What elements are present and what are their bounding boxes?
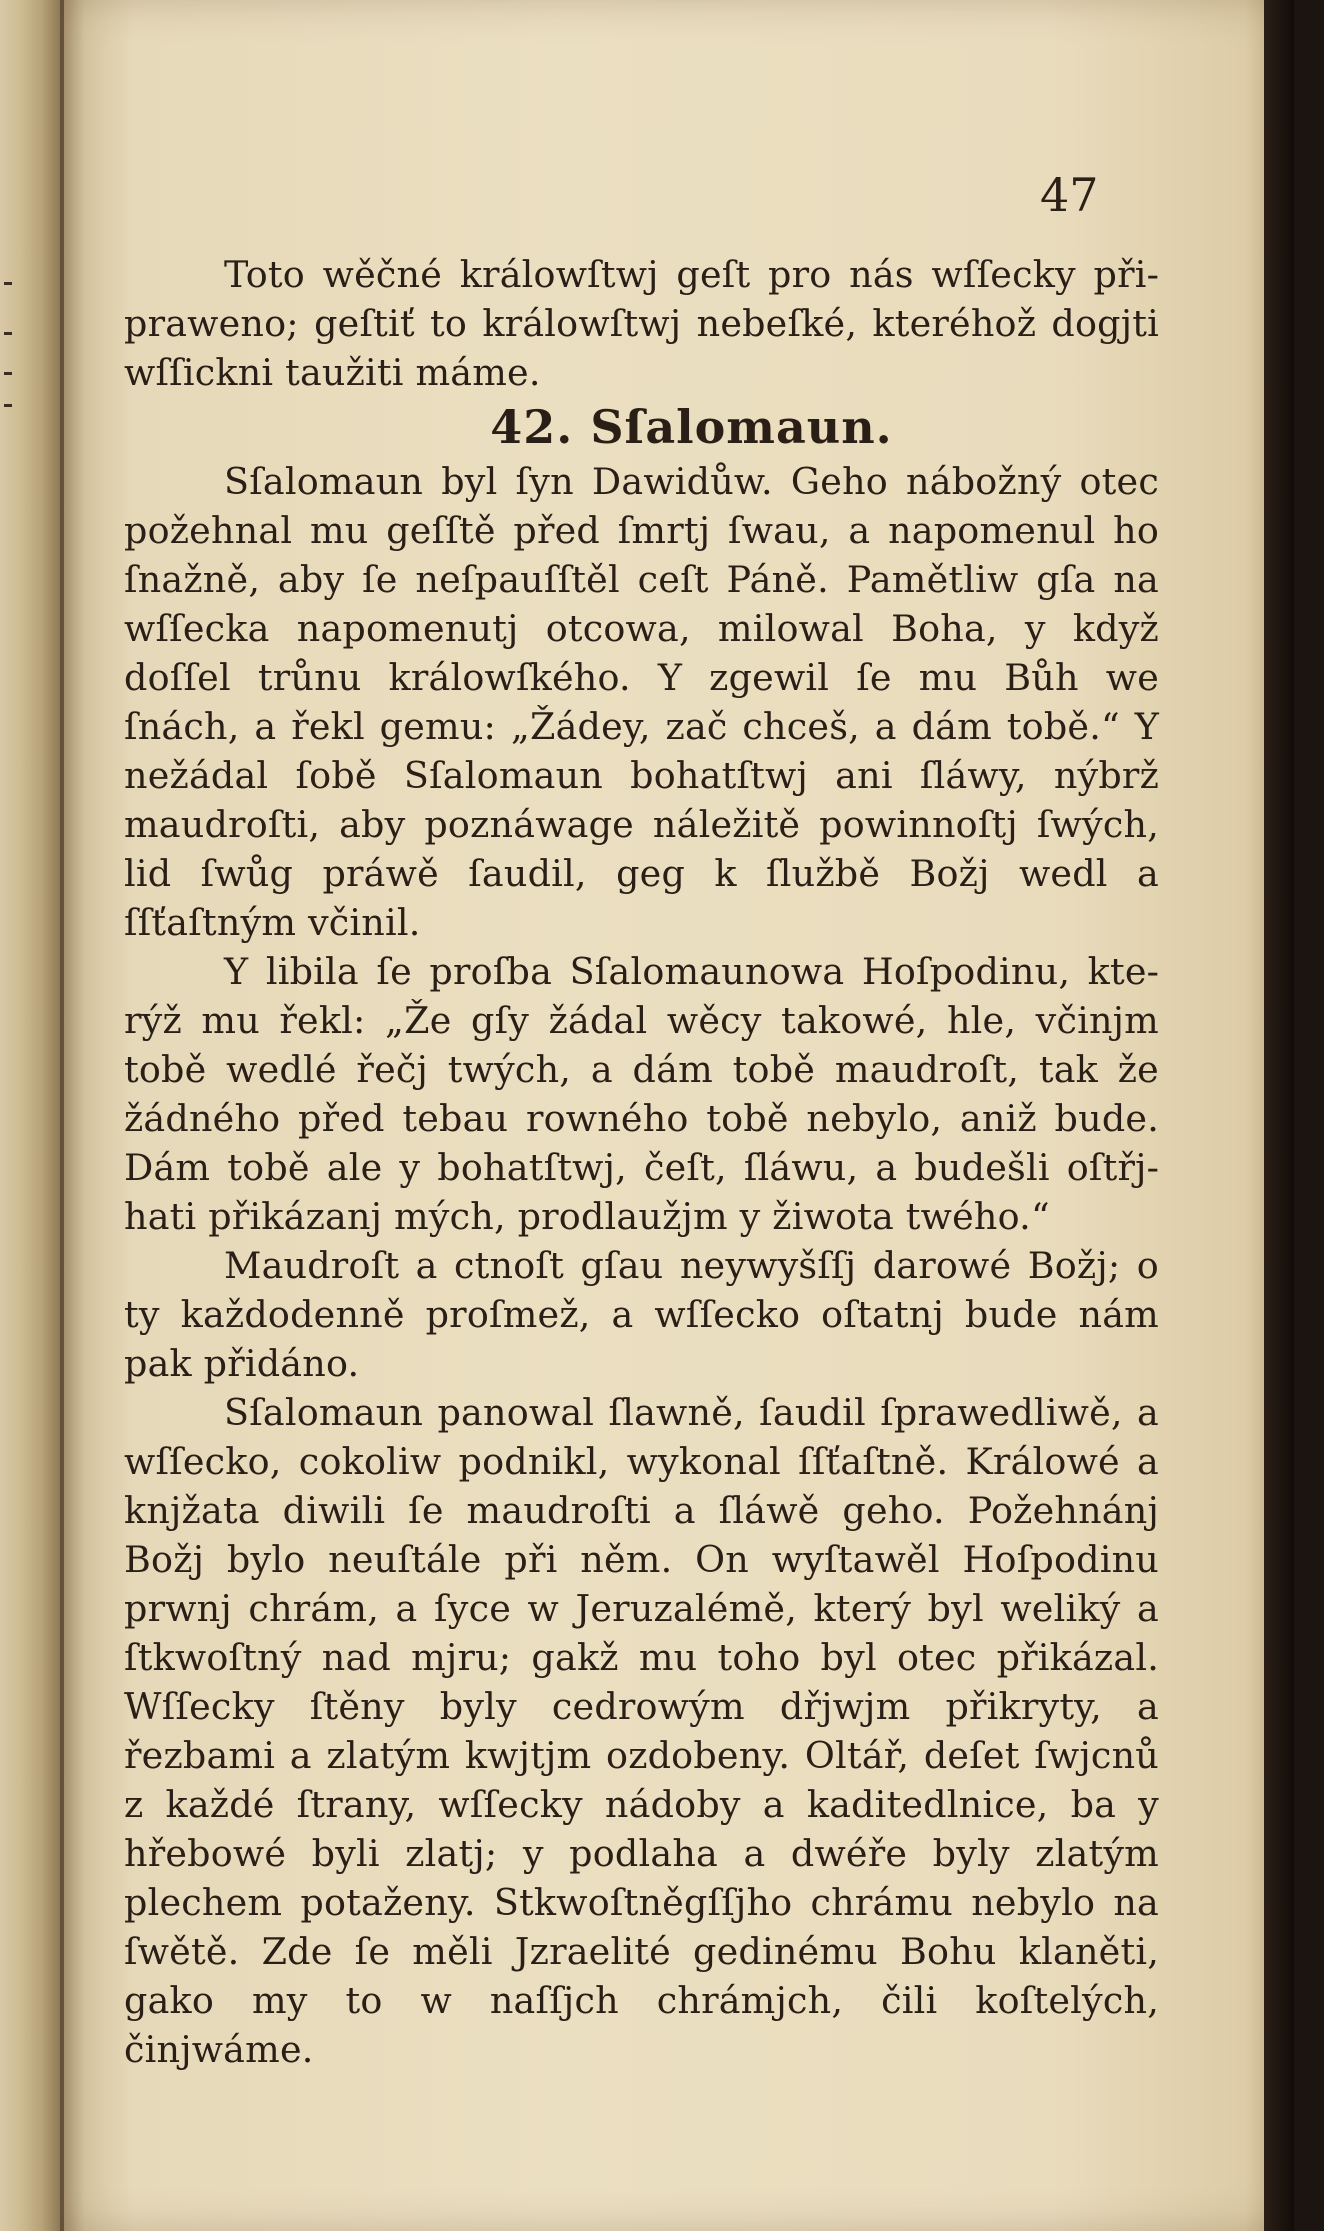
page-number: 47	[1040, 168, 1099, 222]
edge-mark	[4, 372, 12, 375]
paragraph: Y libila ſe proſba Sſalomaunowa Hoſpodinu, kterýž mu řekl: „Že gſy žádal wěcy takowé, hle, včinjm tobě wedlé řečj twých, a dám tobě maudroſt, tak že žádného před tebau rowného tobě nebylo, aniž bude. Dám tobě ale y bohatſtwj, čeſt, ſláwu, a budešli oſtřjhati přikázanj mých, prodlaužjm y žiwota twého.“	[124, 950, 1159, 1238]
page-right-edge	[1264, 0, 1294, 2231]
paragraph: Maudroſt a ctnoſt gſau neywyšſſj darowé Božj; o ty každodenně proſmež, a wſſecko oſtatnj bude nám pak přidáno.	[124, 1244, 1159, 1385]
page-text	[124, 250, 1159, 2074]
adjacent-page-edge	[0, 0, 60, 2231]
paragraph: Sſalomaun byl ſyn Dawidůw. Geho nábožný otec požehnal mu geſſtě před ſmrtj ſwau, a napomenul ho ſnažně, aby ſe neſpauſſtěl ceſt Páně. Pamětliw gſa na wſſecka napomenutj otcowa, milowal Boha, y když doſſel trůnu králowſkého. Y zgewil ſe mu Bůh we ſnách, a řekl gemu: „Žádey, zač chceš, a dám tobě.“ Y nežádal ſobě Sſalomaun bohatſtwj ani ſláwy, nýbrž maudroſti, aby poznáwage náležitě powinnoſtj ſwých, lid ſwůg práwě ſaudil, geg k ſlužbě Božj wedl a ſſťaſtným včinil.	[124, 460, 1159, 944]
gutter-line	[60, 0, 64, 2231]
section-heading: 42. Sſalomaun.	[490, 400, 893, 454]
edge-mark	[4, 332, 12, 335]
intro-paragraph: Toto wěčné králowſtwj geſt pro nás wſſecky připrawenо; geſtiť to králowſtwj nebeſké, kteréhož dogjti wſſickni taužiti máme.	[124, 253, 1159, 394]
book-page	[60, 0, 1294, 2231]
edge-mark	[4, 404, 12, 407]
paragraph: Sſalomaun panowal ſlawně, ſaudil ſprawedliwě, a wſſecko, cokoliw podnikl, wykonal ſſťaſtně. Králowé a knjžata diwili ſe maudroſti a ſláwě geho. Požehnánj Božj bylo neuſtále při něm. On wyſtawěl Hoſpodinu prwnj chrám, a ſyce w Jeruzalémě, který byl weliký a ſtkwoſtný nad mjru; gakž mu toho byl otec přikázal. Wſſecky ſtěny byly cedrowým dřjwjm přikryty, a řezbami a zlatým kwjtjm ozdobeny. Oltář, deſet ſwjcnů z každé ſtrany, wſſecky nádoby a kaditedlnice, ba y hřebowé byli zlatj; y podlaha a dwéře byly zlatým plechem potaženy. Stkwoſtněgſſjho chrámu nebylo na ſwětě. Zde ſe měli Jzraelité gedinému Bohu klaněti, gako my to w naſſjch chrámjch, čili koſtelých, činjwáme.	[124, 1391, 1159, 2071]
edge-mark	[4, 282, 12, 285]
